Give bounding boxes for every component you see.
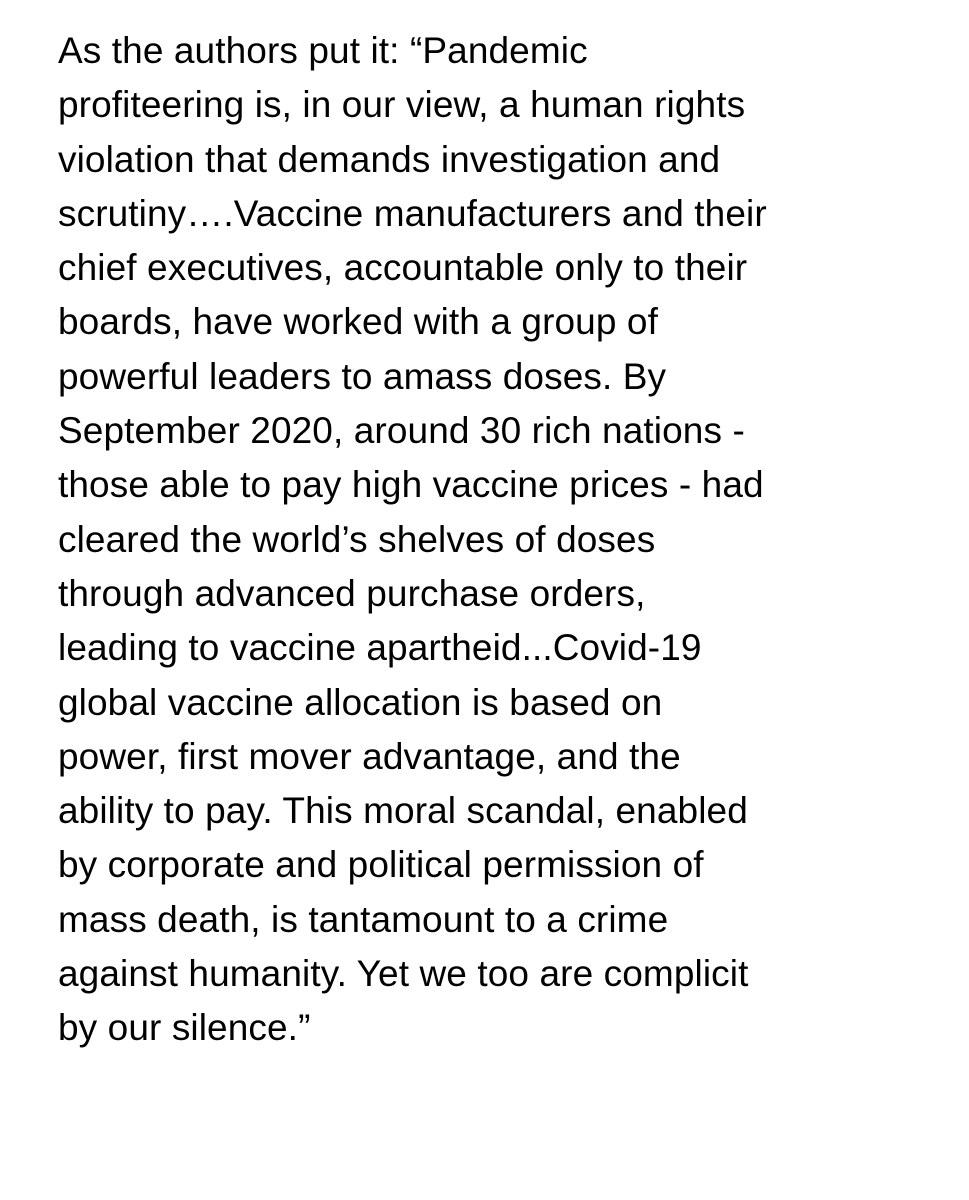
text-line: those able to pay high vaccine prices - had	[58, 464, 764, 506]
text-line: cleared the world’s shelves of doses	[58, 518, 656, 560]
text-line: scrutiny….Vaccine manufacturers and their	[58, 192, 767, 234]
text-line: ability to pay. This moral scandal, enabled	[58, 790, 748, 832]
text-line: by our silence.”	[58, 1007, 311, 1049]
quote-paragraph	[58, 24, 938, 1056]
text-line: profiteering is, in our view, a human rights	[58, 84, 746, 126]
text-line: through advanced purchase orders,	[58, 572, 646, 614]
text-line: boards, have worked with a group of	[58, 301, 658, 343]
text-line: global vaccine allocation is based on	[58, 681, 663, 723]
text-line: mass death, is tantamount to a crime	[58, 898, 669, 940]
text-line: by corporate and political permission of	[58, 844, 704, 886]
text-line: September 2020, around 30 rich nations -	[58, 410, 745, 452]
text-line: As the authors put it: “Pandemic	[58, 30, 588, 71]
text-line: violation that demands investigation and	[58, 138, 721, 180]
text-line: power, first mover advantage, and the	[58, 735, 681, 777]
text-line: chief executives, accountable only to their	[58, 247, 748, 289]
text-line: against humanity. Yet we too are complicit	[58, 953, 749, 995]
text-line: leading to vaccine apartheid...Covid-19	[58, 627, 702, 669]
text-line: powerful leaders to amass doses. By	[58, 355, 667, 397]
